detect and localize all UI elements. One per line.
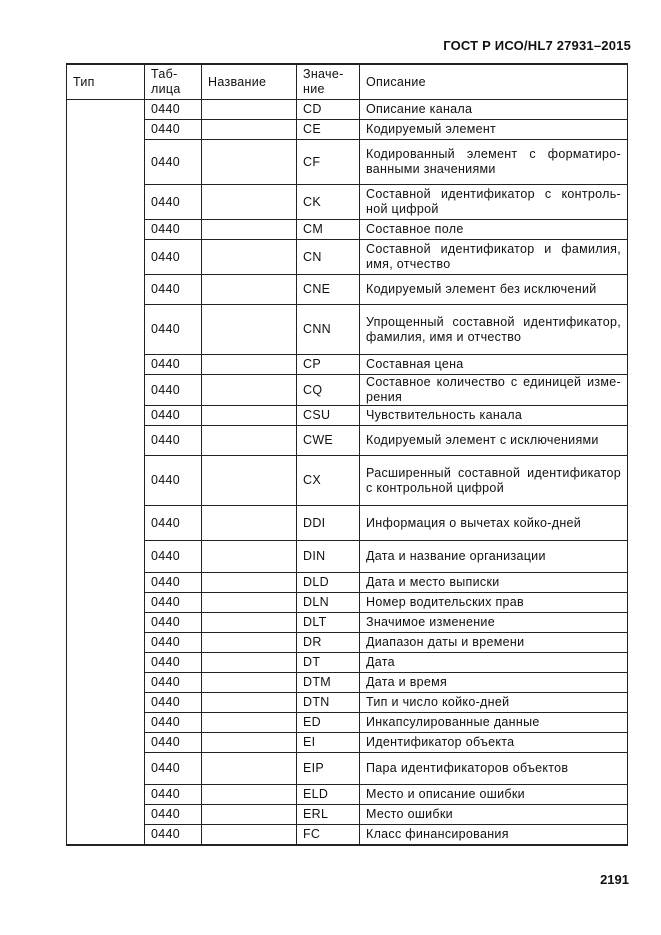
cell-type — [67, 713, 145, 733]
cell-table: 0440 — [145, 100, 202, 120]
cell-table: 0440 — [145, 406, 202, 426]
cell-value: CP — [297, 355, 360, 375]
cell-name — [202, 713, 297, 733]
cell-name — [202, 140, 297, 185]
cell-table: 0440 — [145, 593, 202, 613]
table-row — [67, 140, 628, 185]
cell-type — [67, 456, 145, 506]
cell-type — [67, 355, 145, 375]
cell-type — [67, 140, 145, 185]
cell-value: ERL — [297, 805, 360, 825]
cell-table: 0440 — [145, 693, 202, 713]
cell-value: ED — [297, 713, 360, 733]
table-body — [67, 100, 628, 845]
cell-description: Место и описание ошибки — [360, 785, 628, 805]
cell-description: Номер водительских прав — [360, 593, 628, 613]
cell-name — [202, 633, 297, 653]
cell-value: DLD — [297, 573, 360, 593]
cell-description: Диапазон даты и времени — [360, 633, 628, 653]
cell-table: 0440 — [145, 633, 202, 653]
cell-type — [67, 633, 145, 653]
cell-table: 0440 — [145, 653, 202, 673]
cell-type — [67, 375, 145, 406]
cell-table: 0440 — [145, 185, 202, 220]
table-row — [67, 593, 628, 613]
cell-name — [202, 805, 297, 825]
cell-value: CK — [297, 185, 360, 220]
cell-name — [202, 573, 297, 593]
cell-name — [202, 456, 297, 506]
cell-table: 0440 — [145, 825, 202, 845]
cell-table: 0440 — [145, 753, 202, 785]
cell-table: 0440 — [145, 733, 202, 753]
table-row — [67, 613, 628, 633]
cell-description: Идентификатор объекта — [360, 733, 628, 753]
cell-table: 0440 — [145, 805, 202, 825]
cell-description: Составная цена — [360, 355, 628, 375]
cell-description: Кодируемый элемент с исключениями — [360, 426, 628, 456]
cell-table: 0440 — [145, 275, 202, 305]
cell-type — [67, 406, 145, 426]
cell-description: Инкапсулированные данные — [360, 713, 628, 733]
cell-type — [67, 753, 145, 785]
cell-description: Класс финансирования — [360, 825, 628, 845]
cell-type — [67, 653, 145, 673]
cell-description: Кодируемый элемент — [360, 120, 628, 140]
cell-value: CX — [297, 456, 360, 506]
cell-description: Дата и время — [360, 673, 628, 693]
cell-description: Дата и место выписки — [360, 573, 628, 593]
cell-value: CM — [297, 220, 360, 240]
cell-name — [202, 120, 297, 140]
cell-name — [202, 185, 297, 220]
cell-description: Чувствительность канала — [360, 406, 628, 426]
cell-name — [202, 753, 297, 785]
table-row — [67, 375, 628, 406]
cell-type — [67, 541, 145, 573]
cell-name — [202, 653, 297, 673]
cell-name — [202, 785, 297, 805]
table-row — [67, 240, 628, 275]
cell-name — [202, 733, 297, 753]
column-header-name: Название — [202, 64, 297, 100]
table-header-row — [67, 64, 628, 100]
cell-description: Тип и число койко-дней — [360, 693, 628, 713]
cell-name — [202, 613, 297, 633]
cell-type — [67, 593, 145, 613]
cell-type — [67, 506, 145, 541]
cell-table: 0440 — [145, 220, 202, 240]
cell-table: 0440 — [145, 673, 202, 693]
cell-value: CWE — [297, 426, 360, 456]
cell-table: 0440 — [145, 140, 202, 185]
cell-name — [202, 541, 297, 573]
table-row — [67, 653, 628, 673]
table-row — [67, 506, 628, 541]
cell-table: 0440 — [145, 541, 202, 573]
cell-table: 0440 — [145, 506, 202, 541]
cell-description: Место ошибки — [360, 805, 628, 825]
cell-value: CQ — [297, 375, 360, 406]
cell-table: 0440 — [145, 573, 202, 593]
cell-value: DTN — [297, 693, 360, 713]
table-row — [67, 456, 628, 506]
cell-value: EIP — [297, 753, 360, 785]
cell-value: ELD — [297, 785, 360, 805]
cell-type — [67, 825, 145, 845]
cell-value: DDI — [297, 506, 360, 541]
table-row — [67, 120, 628, 140]
cell-name — [202, 240, 297, 275]
cell-name — [202, 406, 297, 426]
cell-type — [67, 426, 145, 456]
column-header-description: Описание — [360, 64, 628, 100]
cell-description: Составной идентификатор с контроль-ной цифрой — [360, 185, 628, 220]
table-row — [67, 825, 628, 845]
column-header-table: Таб- лица — [145, 64, 202, 100]
cell-type — [67, 220, 145, 240]
table-row — [67, 753, 628, 785]
cell-name — [202, 220, 297, 240]
table-row — [67, 406, 628, 426]
table-row — [67, 693, 628, 713]
cell-value: DT — [297, 653, 360, 673]
cell-name — [202, 506, 297, 541]
cell-type — [67, 733, 145, 753]
table-row — [67, 185, 628, 220]
cell-table: 0440 — [145, 713, 202, 733]
cell-description: Дата и название организации — [360, 541, 628, 573]
cell-value: DLT — [297, 613, 360, 633]
cell-name — [202, 673, 297, 693]
cell-type — [67, 100, 145, 120]
page-number: 2191 — [600, 872, 629, 887]
cell-value: CSU — [297, 406, 360, 426]
cell-value: CD — [297, 100, 360, 120]
table-row — [67, 673, 628, 693]
cell-description: Пара идентификаторов объектов — [360, 753, 628, 785]
table-row — [67, 275, 628, 305]
column-header-value: Значе- ние — [297, 64, 360, 100]
cell-type — [67, 693, 145, 713]
cell-name — [202, 375, 297, 406]
table-row — [67, 541, 628, 573]
cell-value: EI — [297, 733, 360, 753]
cell-name — [202, 426, 297, 456]
cell-name — [202, 305, 297, 355]
cell-value: CF — [297, 140, 360, 185]
cell-value: DR — [297, 633, 360, 653]
cell-type — [67, 613, 145, 633]
cell-description: Описание канала — [360, 100, 628, 120]
cell-type — [67, 305, 145, 355]
cell-description: Кодируемый элемент без исключений — [360, 275, 628, 305]
cell-description: Составной идентификатор и фамилия, имя, отчество — [360, 240, 628, 275]
cell-value: DIN — [297, 541, 360, 573]
cell-table: 0440 — [145, 355, 202, 375]
cell-value: CNE — [297, 275, 360, 305]
cell-type — [67, 785, 145, 805]
cell-name — [202, 593, 297, 613]
cell-table: 0440 — [145, 426, 202, 456]
cell-description: Кодированный элемент с форматиро-ванными значениями — [360, 140, 628, 185]
cell-value: FC — [297, 825, 360, 845]
cell-description: Значимое изменение — [360, 613, 628, 633]
table-row — [67, 785, 628, 805]
cell-table: 0440 — [145, 456, 202, 506]
cell-type — [67, 185, 145, 220]
cell-name — [202, 100, 297, 120]
cell-value: DLN — [297, 593, 360, 613]
cell-description: Расширенный составной идентификатор с контрольной цифрой — [360, 456, 628, 506]
table-row — [67, 305, 628, 355]
cell-type — [67, 120, 145, 140]
cell-type — [67, 275, 145, 305]
column-header-type: Тип — [67, 64, 145, 100]
cell-table: 0440 — [145, 613, 202, 633]
cell-name — [202, 355, 297, 375]
table-row — [67, 573, 628, 593]
table-row — [67, 355, 628, 375]
cell-name — [202, 275, 297, 305]
cell-description: Упрощенный составной идентификатор, фамилия, имя и отчество — [360, 305, 628, 355]
cell-value: CNN — [297, 305, 360, 355]
cell-table: 0440 — [145, 375, 202, 406]
cell-value: CE — [297, 120, 360, 140]
cell-description: Информация о вычетах койко-дней — [360, 506, 628, 541]
cell-value: CN — [297, 240, 360, 275]
cell-table: 0440 — [145, 240, 202, 275]
table-row — [67, 733, 628, 753]
table-row — [67, 426, 628, 456]
codes-table — [66, 63, 628, 846]
cell-type — [67, 673, 145, 693]
cell-type — [67, 805, 145, 825]
cell-table: 0440 — [145, 120, 202, 140]
document-header: ГОСТ Р ИСО/HL7 27931–2015 — [443, 38, 631, 53]
cell-table: 0440 — [145, 785, 202, 805]
table-row — [67, 713, 628, 733]
cell-description: Составное количество с единицей изме-рения — [360, 375, 628, 406]
table-row — [67, 805, 628, 825]
cell-type — [67, 240, 145, 275]
cell-value: DTM — [297, 673, 360, 693]
cell-name — [202, 825, 297, 845]
table-row — [67, 100, 628, 120]
cell-type — [67, 573, 145, 593]
cell-description: Составное поле — [360, 220, 628, 240]
table-row — [67, 220, 628, 240]
cell-name — [202, 693, 297, 713]
cell-table: 0440 — [145, 305, 202, 355]
table-row — [67, 633, 628, 653]
cell-description: Дата — [360, 653, 628, 673]
